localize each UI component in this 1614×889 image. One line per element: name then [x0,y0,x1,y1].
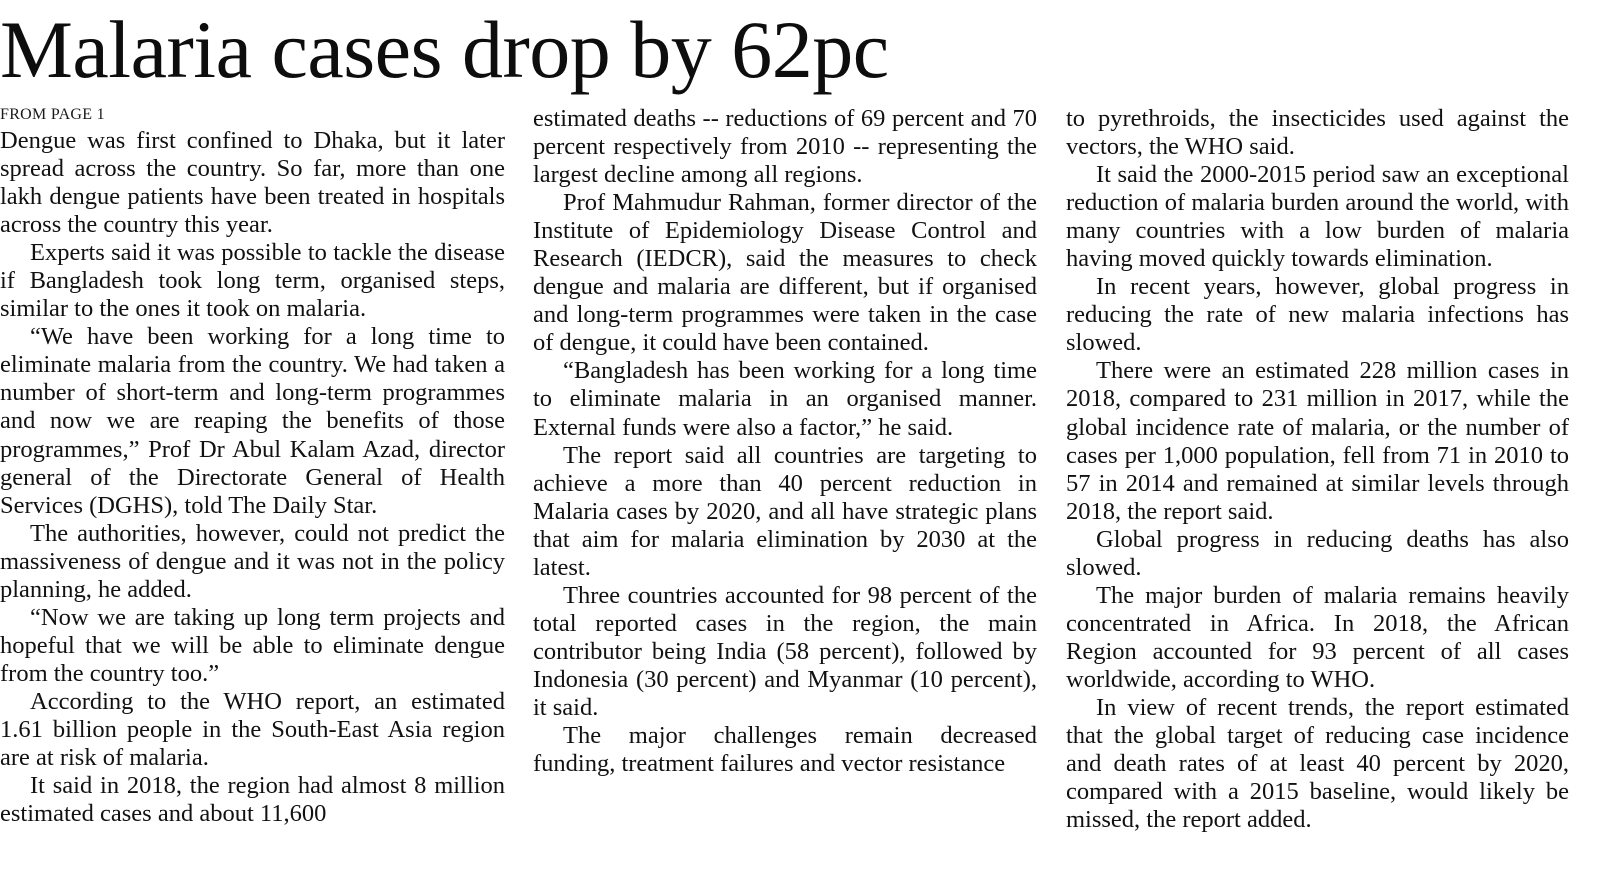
paragraph: Global progress in reducing deaths has also slowed. [1066,525,1569,581]
paragraph: Prof Mahmudur Rahman, former director of the Institute of Epidemiology Disease Control and Research (IEDCR), said the measures to check dengue and malaria are different, but if organised and long-term programmes were taken in the case of dengue, it could have been contained. [533,189,1037,357]
paragraph: Three countries accounted for 98 percent of the total reported cases in the region, the main contributor being India (58 percent), followed by Indonesia (30 percent) and Myanmar (10 percent), it said. [533,581,1037,721]
continuation-kicker: FROM PAGE 1 [0,106,105,123]
article-column-2 [533,105,1037,778]
paragraph: to pyrethroids, the insecticides used against the vectors, the WHO said. [1066,105,1569,161]
article-column-3 [1066,105,1569,834]
paragraph: The major challenges remain decreased funding, treatment failures and vector resistance [533,722,1037,778]
paragraph: “Now we are taking up long term projects and hopeful that we will be able to eliminate dengue from the country too.” [0,603,505,687]
paragraph: It said in 2018, the region had almost 8 million estimated cases and about 11,600 [0,772,505,828]
article-column-1 [0,105,505,828]
paragraph: Dengue was first confined to Dhaka, but it later spread across the country. So far, more than one lakh dengue patients have been treated in hospitals across the country this year. [0,127,505,239]
paragraph: There were an estimated 228 million cases in 2018, compared to 231 million in 2017, while the global incidence rate of malaria, or the number of cases per 1,000 population, fell from 71 in 2010 to 57 in 2014 and remained at similar levels through 2018, the report said. [1066,357,1569,525]
paragraph: “We have been working for a long time to eliminate malaria from the country. We had taken a number of short-term and long-term programmes and now we are reaping the benefits of those programmes,” Prof Dr Abul Kalam Azad, director general of the Directorate General of Health Services (DGHS), told The Daily Star. [0,323,505,519]
paragraph: It said the 2000-2015 period saw an exceptional reduction of malaria burden around the world, with many countries with a low burden of malaria having moved quickly towards elimination. [1066,161,1569,273]
paragraph: According to the WHO report, an estimated 1.61 billion people in the South-East Asia region are at risk of malaria. [0,687,505,772]
paragraph: estimated deaths -- reductions of 69 percent and 70 percent respectively from 2010 -- representing the largest decline among all regions. [533,105,1037,189]
paragraph: The major burden of malaria remains heavily concentrated in Africa. In 2018, the African Region accounted for 93 percent of all cases worldwide, according to WHO. [1066,581,1569,693]
paragraph: In recent years, however, global progress in reducing the rate of new malaria infections has slowed. [1066,273,1569,357]
paragraph: The authorities, however, could not predict the massiveness of dengue and it was not in the policy planning, he added. [0,519,505,603]
headline: Malaria cases drop by 62pc [0,4,889,95]
paragraph: In view of recent trends, the report estimated that the global target of reducing case incidence and death rates of at least 40 percent by 2020, compared with a 2015 baseline, would likely be missed, the report added. [1066,693,1569,834]
paragraph: Experts said it was possible to tackle the disease if Bangladesh took long term, organised steps, similar to the ones it took on malaria. [0,239,505,323]
paragraph: “Bangladesh has been working for a long time to eliminate malaria in an organised manner. External funds were also a factor,” he said. [533,357,1037,441]
paragraph: The report said all countries are targeting to achieve a more than 40 percent reduction in Malaria cases by 2020, and all have strategic plans that aim for malaria elimination by 2030 at the latest. [533,441,1037,581]
